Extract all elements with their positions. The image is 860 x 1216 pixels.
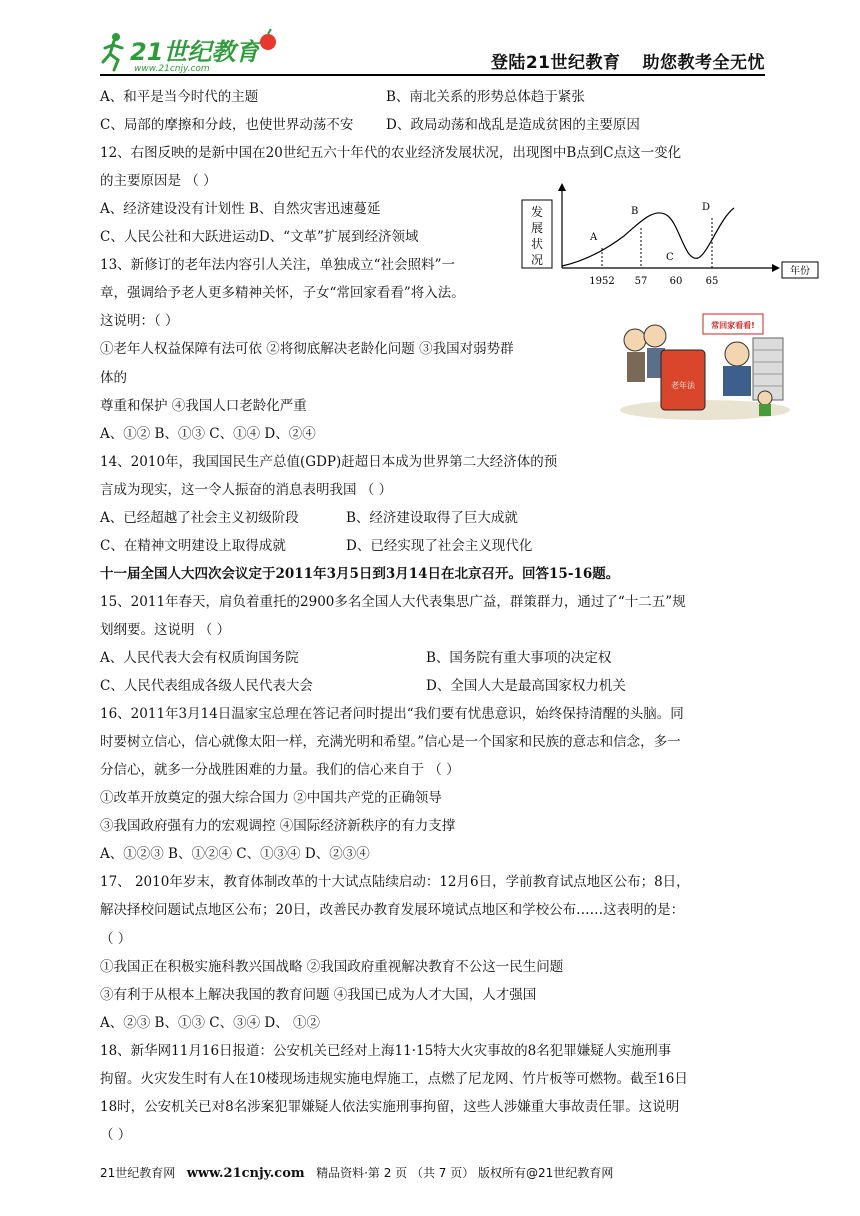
x-tick-label: 65 [705, 276, 719, 287]
text-line: （ ） [100, 930, 132, 947]
text-line: A、①②③ B、①②④ C、①③④ D、②③④ [100, 846, 370, 863]
text-line: 体的 [100, 369, 127, 386]
text-line: 言成为现实，这一令人振奋的消息表明我国 （ ） [100, 481, 393, 498]
option-left: C、人民代表组成各级人民代表大会 [100, 678, 313, 695]
option-right: B、国务院有重大事项的决定权 [426, 650, 612, 666]
text-line: 16、2011年3月14日温家宝总理在答记者问时提出“我们要有忧患意识，始终保持清醒的头脑。同 [100, 706, 684, 723]
runner-icon [103, 33, 122, 70]
text-line: ③我国政府强有力的宏观调控 ④国际经济新秩序的有力支撑 [100, 818, 456, 835]
child-icon [758, 391, 772, 416]
chart-marks [589, 202, 718, 287]
text-line: ①改革开放奠定的强大综合国力 ②中国共产党的正确领导 [100, 790, 442, 807]
point-label: A [590, 232, 598, 243]
text-line: 15、2011年春天，肩负着重托的2900多名全国人大代表集思广益，群策群力，通过了“十二五”规 [100, 593, 686, 610]
footer-url[interactable]: www.21cnjy.com [186, 1166, 305, 1181]
option-left: C、局部的摩擦和分歧，也使世界动荡不安 [100, 117, 354, 134]
ylabel-char: 况 [530, 253, 544, 267]
header-rule [100, 74, 765, 76]
text-line: 12、右图反映的是新中国在20世纪五六十年代的农业经济发展状况，出现图中B点到C点这一变化 [100, 145, 682, 162]
point-label: D [702, 202, 711, 213]
x-tick-label: 1952 [589, 276, 615, 287]
chart-ylabel [531, 204, 543, 267]
sign-icon [703, 314, 763, 334]
slogan-part-1: 登陆21世纪教育 [490, 53, 621, 73]
text-line: ③有利于从根本上解决我国的教育问题 ④我国已成为人才大国，人才强国 [100, 986, 537, 1003]
option-left: A、和平是当今时代的主题 [100, 89, 259, 105]
svg-text:老年法: 老年法 [671, 381, 695, 390]
text-line: 18时，公安机关已对8名涉案犯罪嫌疑人依法实施刑事拘留，这些人涉嫌重大事故责任罪。这说明 [100, 1098, 680, 1115]
logo-url: www.21cnjy.com [134, 64, 210, 74]
text-line: 14、2010年，我国国民生产总值(GDP)赶超日本成为世界第二大经济体的预 [100, 453, 558, 470]
page-header [100, 28, 765, 74]
logo-apple-icon [260, 34, 276, 50]
page-footer [100, 1164, 613, 1181]
header-slogan [469, 48, 765, 73]
text-line: 这说明：（ ） [100, 313, 179, 330]
text-line: 17、 2010年岁末，教育体制改革的十大试点陆续启动：12月6日，学前教育试点地区公布；8日， [100, 874, 690, 891]
text-line: 时要树立信心，信心就像太阳一样，充满光明和希望。”信心是一个国家和民族的意志和信念，多一 [100, 734, 681, 751]
elderly-couple-icon [624, 325, 666, 382]
text-line: A、②③ B、①③ C、③④ D、 ①② [100, 1014, 320, 1031]
point-label: B [631, 206, 639, 217]
option-right: D、全国人大是最高国家权力机关 [426, 678, 626, 695]
text-line: ①我国正在积极实施科教兴国战略 ②我国政府重视解决教育不公这一民生问题 [100, 958, 564, 975]
option-right: B、南北关系的形势总体趋于紧张 [386, 89, 585, 105]
office-worker-icon [723, 338, 783, 400]
option-right: D、政局动荡和战乱是造成贫困的主要原因 [386, 117, 640, 134]
ylabel-char: 展 [530, 221, 544, 235]
text-line: 的主要原因是 （ ） [100, 173, 217, 190]
ylabel-char: 状 [530, 237, 544, 251]
option-left: A、人民代表大会有权质询国务院 [100, 650, 299, 666]
text-line: 解决择校问题试点地区公布；20日，改善民办教育发展环境试点地区和学校公布……这表明的是： [100, 902, 685, 919]
slogan-part-2: 助您教考全无忧 [642, 53, 765, 73]
text-line: （ ） [100, 1126, 132, 1143]
text-line: C、人民公社和大跃进运动D、“文革”扩展到经济领域 [100, 229, 419, 246]
x-tick-label: 60 [669, 276, 683, 287]
option-right: B、经济建设取得了巨大成就 [346, 509, 518, 526]
text-line: 十一届全国人大四次会议定于2011年3月5日到3月14日在北京召开。回答15-16题。 [100, 565, 620, 582]
law-book-icon [661, 350, 705, 410]
series-line [562, 208, 734, 266]
text-line: 尊重和保护 ④我国人口老龄化严重 [100, 397, 307, 414]
svg-text:常回家看看!: 常回家看看! [711, 321, 755, 330]
logo-text: 21世纪教育 [130, 38, 260, 66]
footer-page-info: 精品资料·第 2 页 （共 7 页） 版权所有@21世纪教育网 [316, 1166, 614, 1180]
agriculture-chart [520, 182, 820, 294]
point-label: C [666, 252, 674, 263]
text-line: 18、新华网11月16日报道：公安机关已经对上海11·15特大火灾事故的8名犯罪嫌疑人实施刑事 [100, 1042, 672, 1059]
text-line: A、①② B、①③ C、①④ D、②④ [100, 425, 316, 442]
ylabel-char: 发 [530, 205, 544, 219]
option-left: C、在精神文明建设上取得成就 [100, 537, 286, 554]
footer-site: 21世纪教育网 [100, 1166, 176, 1180]
text-line: ①老年人权益保障有法可依 ②将彻底解决老龄化问题 ③我国对弱势群 [100, 341, 514, 358]
text-line: 拘留。火灾发生时有人在10楼现场违规实施电焊施工，点燃了尼龙网、竹片板等可燃物。截至16日 [100, 1070, 688, 1087]
chart-xlabel: 年份 [790, 266, 810, 277]
logo [100, 28, 290, 74]
text-line: 章，强调给予老人更多精神关怀，子女“常回家看看”将入法。 [100, 285, 465, 302]
text-line: 分信心，就多一分战胜困难的力量。我们的信心来自于 （ ） [100, 762, 460, 779]
text-line: 13、新修订的老年法内容引人关注，单独成立“社会照料”一 [100, 257, 455, 274]
cartoon-illustration [605, 310, 790, 422]
text-line: A、经济建设没有计划性 B、自然灾害迅速蔓延 [100, 201, 381, 218]
text-line: 划纲要。这说明 （ ） [100, 621, 231, 638]
option-right: D、已经实现了社会主义现代化 [346, 537, 533, 554]
x-tick-label: 57 [634, 276, 648, 287]
option-left: A、已经超越了社会主义初级阶段 [100, 509, 299, 526]
